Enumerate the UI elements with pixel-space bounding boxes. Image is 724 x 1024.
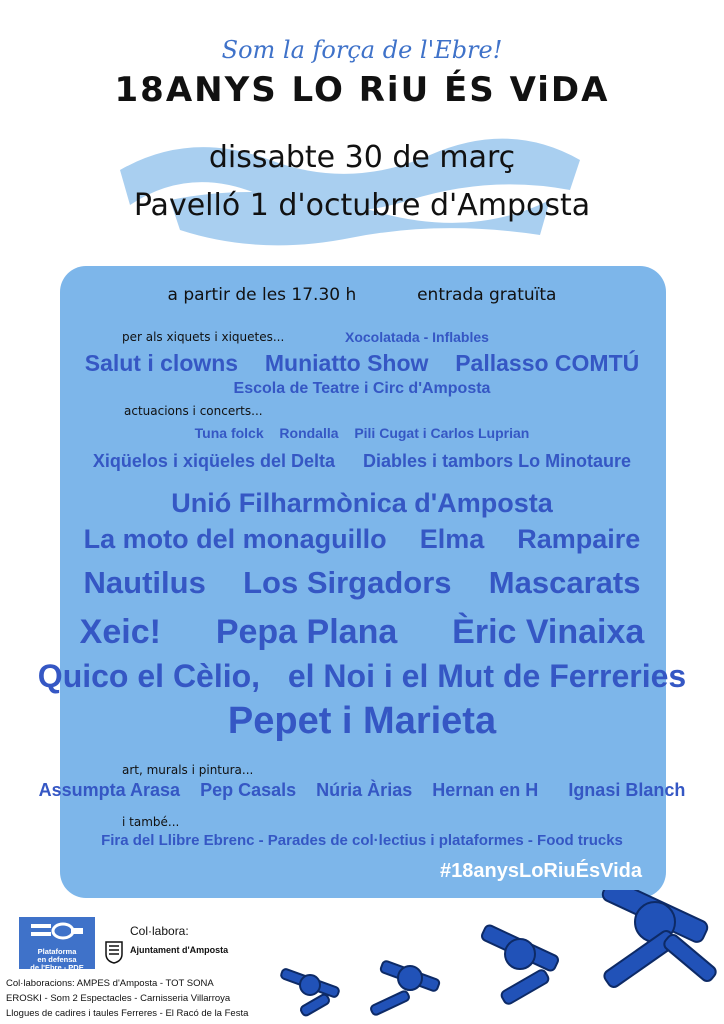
kids-items: Xocolatada - Inflables [345,329,489,345]
rowing-figures-illustration [270,890,724,1024]
tagline: Som la força de l'Ebre! [221,36,503,64]
artist-ignasi-blanch: Ignasi Blanch [568,780,686,800]
time-entry-row [0,285,724,305]
kids-school: Escola de Teatre i Circ d'Amposta [233,380,491,397]
credits [6,976,248,1021]
credits-line-2: EROSKI - Som 2 Espectacles - Carnisseria Villarroya [6,993,231,1004]
act-mascarats: Mascarats [488,565,641,600]
credits-line-1: Col·laboracions: AMPES d'Amposta - TOT SONA [6,978,214,989]
concerts-row-6 [0,613,724,652]
act-rampaire: Rampaire [517,524,641,554]
act-la-moto: La moto del monaguillo [83,524,387,554]
concerts-row-5 [0,565,724,601]
collab-label: Col·labora: [130,924,189,938]
figure-medium [480,924,559,1006]
artist-nuria-arias: Núria Àrias [316,780,413,800]
act-xiquelos: Xiqüelos i xiqüeles del Delta [92,451,335,471]
event-venue: Pavelló 1 d'octubre d'Amposta [133,188,591,223]
concerts-row-2 [0,451,724,472]
act-pepet-i-marieta: Pepet i Marieta [227,700,497,742]
act-nautilus: Nautilus [83,565,206,600]
start-time: a partir de les 17.30 h [167,285,357,305]
act-pallasso-comtu: Pallasso COMTÚ [455,350,640,376]
artist-assumpta-arasa: Assumpta Arasa [38,780,181,800]
council-name: Ajuntament d'Amposta [130,945,229,955]
act-elma: Elma [419,524,485,554]
kids-acts-row [0,350,724,377]
figure-large [601,890,719,989]
act-el-noi-i-el-mut: el Noi i el Mut de Ferreries [287,658,687,694]
pde-logo-line-2: en defensa [37,955,77,964]
act-pepa-plana: Pepa Plana [215,613,398,651]
council-crest-icon [104,940,124,964]
pde-logo-line-1: Plataforma [37,947,77,956]
act-xeic: Xeic! [79,613,161,651]
event-date: dissabte 30 de març [208,140,516,175]
event-title: 18ANYS LO RiU ÉS ViDA [114,70,610,110]
event-hashtag: #18anysLoRiuÉsVida [440,860,642,882]
act-salut-i-clowns: Salut i clowns [84,350,239,376]
act-tuna-folck: Tuna folck [194,425,264,441]
pde-logo-icon [27,919,87,943]
concerts-row-7 [0,658,724,695]
act-los-sirgadors: Los Sirgadors [243,565,452,600]
act-pili-cugat: Pili Cugat i Carlos Luprian [354,425,530,441]
act-rondalla: Rondalla [279,425,339,441]
act-muniatto-show: Muniatto Show [264,350,429,376]
figure-small-1 [280,968,340,1017]
kids-label: per als xiquets i xiquetes... [122,330,285,344]
act-unio-filharmonica: Unió Filharmònica d'Amposta [171,488,553,518]
artist-pep-casals: Pep Casals [200,780,297,800]
pde-logo-line-3: de l'Ebre - PDE [30,963,84,972]
art-label: art, murals i pintura... [122,763,254,777]
also-items: Fira del Llibre Ebrenc - Parades de col·lectius i plataformes - Food trucks [101,832,623,849]
act-diables: Diables i tambors Lo Minotaure [363,451,632,471]
art-row [0,780,724,801]
act-eric-vinaixa: Èric Vinaixa [452,613,645,651]
concerts-row-4 [0,524,724,555]
credits-line-3: Llogues de cadires i taules Ferreres - El Racó de la Festa [6,1008,249,1019]
act-quico-el-celio: Quico el Cèlio, [37,658,261,694]
free-entry: entrada gratuïta [417,285,557,305]
figure-small-2 [370,960,440,1016]
pde-logo [19,917,95,972]
also-label: i també... [122,815,180,829]
concerts-label: actuacions i concerts... [124,404,263,418]
artist-hernan-en-h: Hernan en H [432,780,539,800]
concerts-small-row [0,425,724,441]
